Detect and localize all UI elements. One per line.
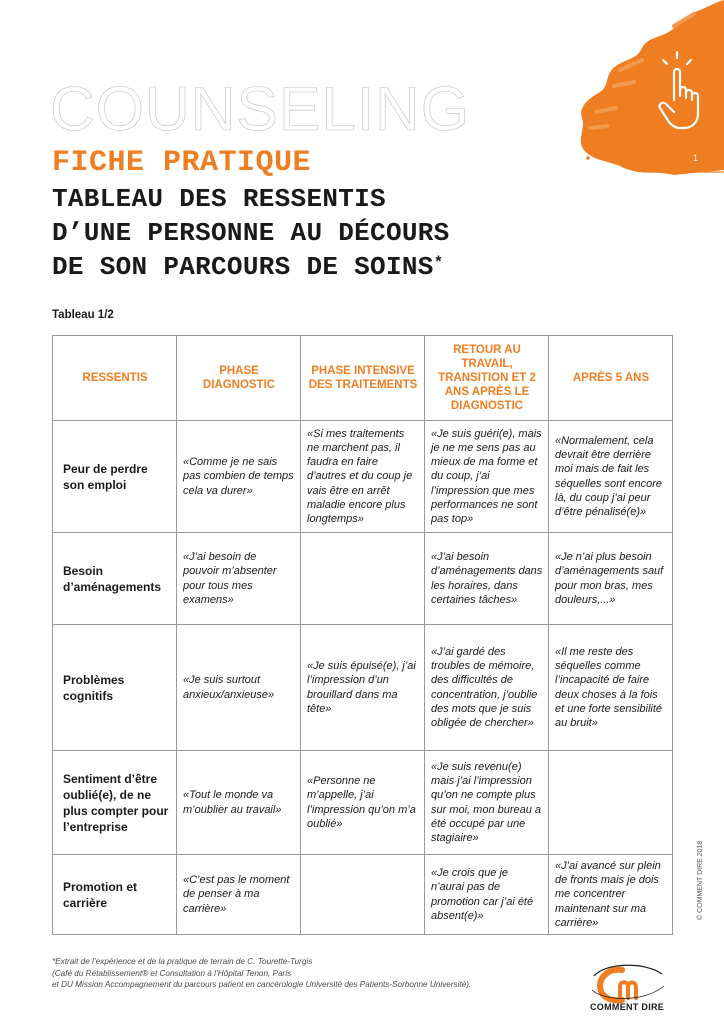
page-number: 1 [693, 153, 699, 163]
table-cell: «Je crois que je n’aurai pas de promotion car j’ai été absent(e)» [425, 855, 549, 935]
table-cell: «Je suis épuisé(e), j’ai l’impression d’un brouillard dans ma tête» [301, 625, 425, 751]
table-row [53, 751, 673, 855]
feelings-table [52, 335, 673, 935]
row-label: Besoin d’aménagements [53, 533, 177, 625]
brand-heading: COUNSELING [50, 75, 470, 144]
table-cell: «Il me reste des séquelles comme l’incapacité de faire deux choses à la fois et une forte sensibilité au bruit» [549, 625, 673, 751]
footnote-line: et DU Mission Accompagnement du parcours patient en cancérologie Université des Patients-Sorbonne Université). [52, 980, 472, 989]
table-cell: «Personne ne m’appelle, j’ai l’impression qu’on m’a oublié» [301, 751, 425, 855]
column-header: RESSENTIS [53, 336, 177, 421]
table-cell: «C’est pas le moment de penser à ma carrière» [177, 855, 301, 935]
title-line: TABLEAU DES RESSENTIS [52, 184, 386, 214]
page-title [52, 182, 652, 284]
table-cell [301, 533, 425, 625]
table-cell: «Je suis surtout anxieux/anxieuse» [177, 625, 301, 751]
table-cell: «Je suis guéri(e), mais je ne me sens pas au mieux de ma forme et du coup, j’ai l’impression que mes performances ne sont pas top» [425, 421, 549, 533]
table-cell: «Si mes traitements ne marchent pas, il faudra en faire d’autres et du coup je vais être en arrêt maladie encore plus longtemps» [301, 421, 425, 533]
column-header: PHASE INTENSIVE DES TRAITEMENTS [301, 336, 425, 421]
table-cell: «Je n’ai plus besoin d’aménagements sauf pour mon bras, mes douleurs,...» [549, 533, 673, 625]
footnote-line: *Extrait de l’expérience et de la pratique de terrain de C. Tourette-Turgis [52, 957, 313, 966]
row-label: Sentiment d’être oublié(e), de ne plus compter pour l’entreprise [53, 751, 177, 855]
table-cell: «J’ai avancé sur plein de fronts mais je dois me concentrer maintenant sur ma carrière» [549, 855, 673, 935]
row-label: Peur de perdre son emploi [53, 421, 177, 533]
logo-wordmark: COMMENT DIRE [590, 1002, 665, 1012]
copyright-notice: © COMMENT DIRE 2018 [697, 840, 704, 920]
table-cell: «Tout le monde va m’oublier au travail» [177, 751, 301, 855]
footnote [52, 956, 572, 991]
column-header: RETOUR AU TRAVAIL, TRANSITION ET 2 ANS APRÈS LE DIAGNOSTIC [425, 336, 549, 421]
row-label: Problèmes cognitifs [53, 625, 177, 751]
table-cell: «Normalement, cela devrait être derrière moi mais de fait les séquelles sont encore là, du coup j’ai peur d’être pénalisé(e)» [549, 421, 673, 533]
table-cell: «J’ai besoin de pouvoir m’absenter pour tous mes examens» [177, 533, 301, 625]
table-header-row [53, 336, 673, 421]
table-cell: «Je suis revenu(e) mais j’ai l’impression qu’on ne compte plus sur moi, mon bureau a été occupé par une stagiaire» [425, 751, 549, 855]
column-header: PHASE DIAGNOSTIC [177, 336, 301, 421]
table-row [53, 533, 673, 625]
title-line: D’UNE PERSONNE AU DÉCOURS [52, 218, 450, 248]
footnote-mark: * [433, 254, 444, 272]
kicker-heading: FICHE PRATIQUE [52, 146, 312, 180]
table-cell [549, 751, 673, 855]
table-label: Tableau 1/2 [52, 309, 114, 321]
table-row [53, 625, 673, 751]
table-cell: «J’ai gardé des troubles de mémoire, des difficultés de concentration, j’oublie des mots que je suis obligée de chercher» [425, 625, 549, 751]
table-row [53, 855, 673, 935]
table-cell: «Comme je ne sais pas combien de temps cela va durer» [177, 421, 301, 533]
row-label: Promotion et carrière [53, 855, 177, 935]
column-header: APRÈS 5 ANS [549, 336, 673, 421]
table-row [53, 421, 673, 533]
table-cell: «J’ai besoin d’aménagements dans les horaires, dans certaines tâches» [425, 533, 549, 625]
title-line: DE SON PARCOURS DE SOINS* [52, 252, 444, 282]
table-cell [301, 855, 425, 935]
footnote-line: (Café du Rétablissement® et Consultation à l’Hôpital Tenon, Paris [52, 968, 292, 978]
